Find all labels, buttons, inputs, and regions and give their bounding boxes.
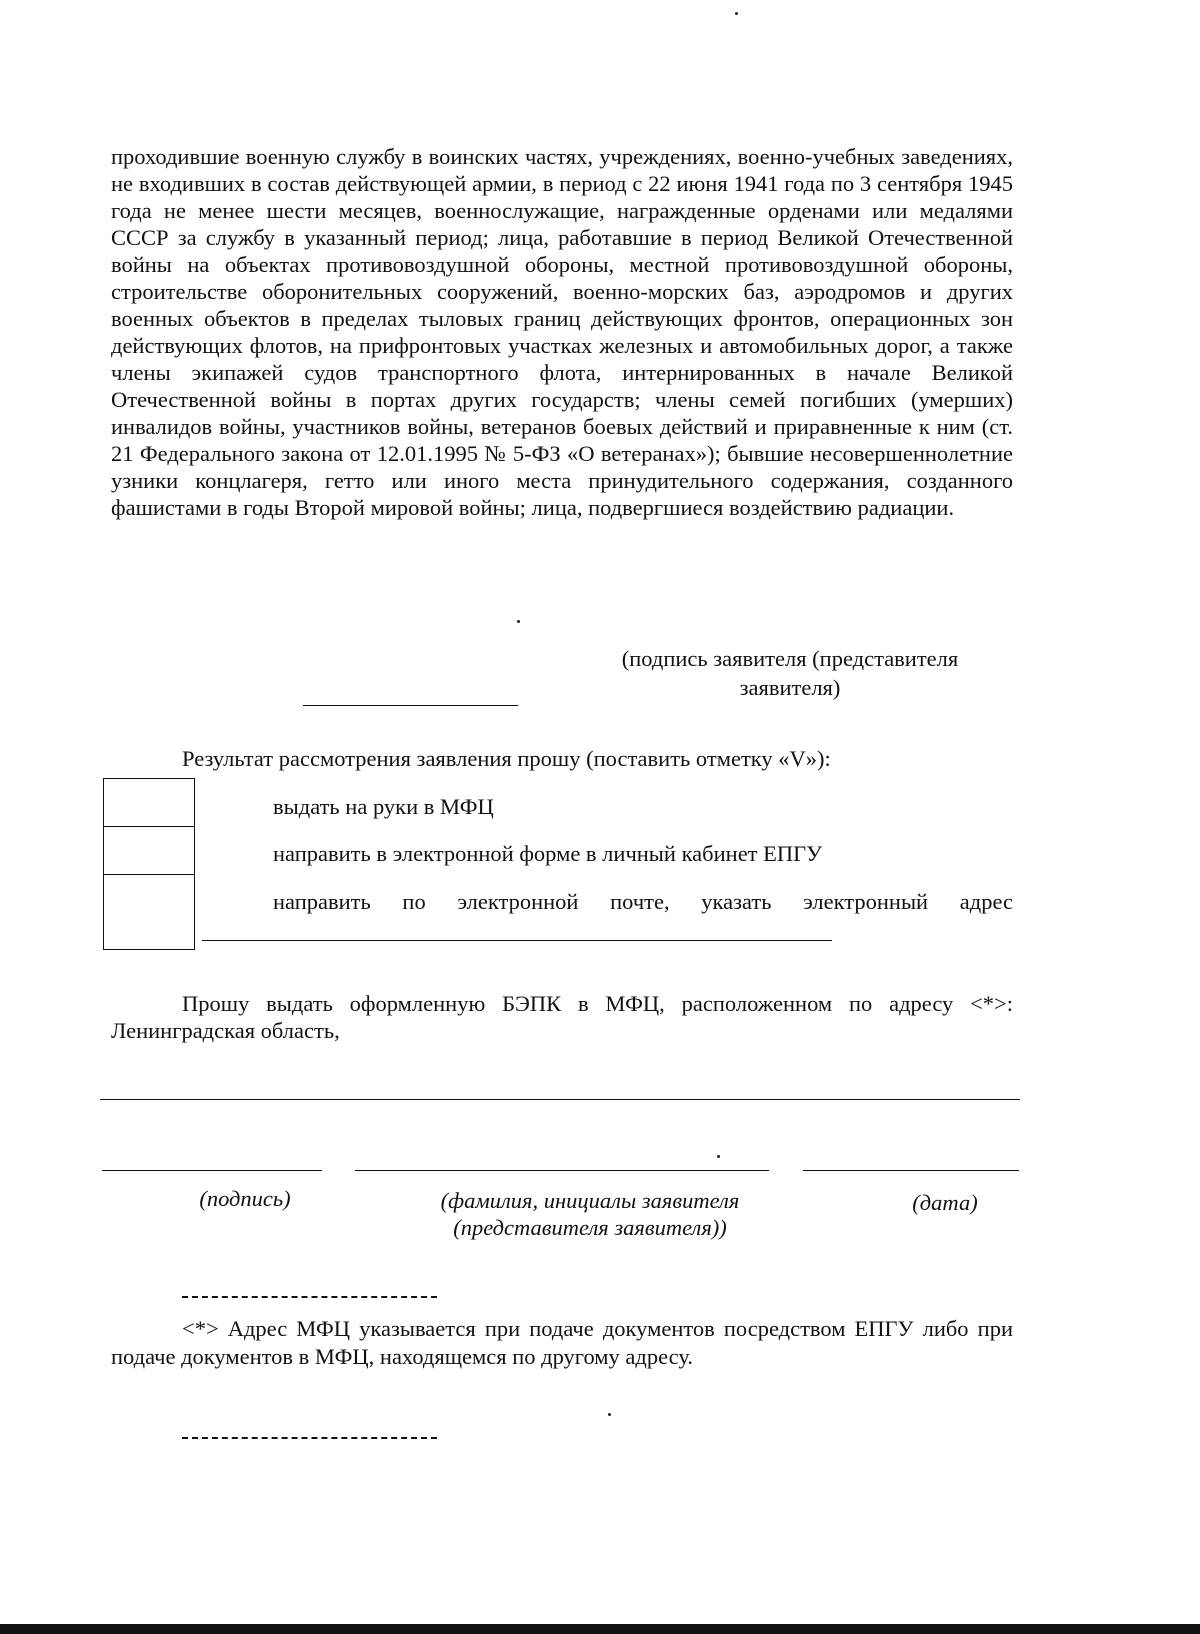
email-address-field[interactable] [202, 940, 832, 941]
eligibility-paragraph: проходившие военную службу в воинских частях, учреждениях, военно-учебных заведениях, не входивших в состав действующей армии, в период с 22 июня 1941 года по 3 сентября 1945 года не менее шести месяцев, военнослужащие, награжденные орденами или медалями СССР за службу в указанный период; лица, работавшие в период Великой Отечественной войны на объектах противовоздушной обороны, местной противовоздушной обороны, строительстве оборонительных сооружений, военно-морских баз, аэродромов и других военных объектов в пределах тыловых границ действующих фронтов, операционных зон действующих флотов, на прифронтовых участках железных и автомобильных дорог, а также члены экипажей судов транспортного флота, интернированных в начале Великой Отечественной войны в портах других государств; члены семей погибших (умерших) инвалидов войны, участников войны, ветеранов боевых действий и приравненные к ним (ст. 21 Федерального закона от 12.01.1995 № 5-ФЗ «О ветеранах»); бывшие несовершеннолетние узники концлагеря, гетто или иного места принудительного содержания, созданного фашистами в годы Второй мировой войны; лица, подвергшиеся воздействию радиации. [111, 144, 1013, 520]
footnote-separator [182, 1296, 437, 1298]
date-field[interactable] [803, 1170, 1019, 1171]
scan-bottom-edge [0, 1624, 1200, 1634]
name-initials-field[interactable] [355, 1170, 769, 1171]
signature-label: (подпись) [199, 1186, 291, 1211]
mfc-address-field[interactable] [100, 1099, 1020, 1100]
footnote: <*> Адрес МФЦ указывается при подаче документов посредством ЕПГУ либо при подаче документов в МФЦ, находящемся по другому адресу. [111, 1316, 1013, 1369]
applicant-signature-line[interactable] [303, 705, 518, 706]
checkbox-send-to-epgu[interactable] [103, 826, 195, 875]
checkbox-send-by-email[interactable] [103, 874, 195, 950]
option-send-by-email: направить по электронной почте, указать электронный адрес [273, 889, 1013, 914]
result-heading: Результат рассмотрения заявления прошу (поставить отметку «V»): [182, 746, 831, 771]
checkbox-issue-in-mfc[interactable] [103, 778, 195, 827]
name-initials-label: (фамилия, инициалы заявителя (представителя заявителя)) [440, 1188, 740, 1240]
scan-speck [517, 620, 520, 623]
scan-speck [717, 1155, 720, 1158]
scan-speck [735, 12, 738, 15]
scan-speck [608, 1413, 611, 1416]
option-send-to-epgu: направить в электронной форме в личный кабинет ЕПГУ [273, 841, 823, 866]
issue-request-paragraph: Прошу выдать оформленную БЭПК в МФЦ, расположенном по адресу <*>: Ленинградская область, [111, 991, 1013, 1043]
signature-field[interactable] [102, 1170, 322, 1171]
applicant-signature-caption: (подпись заявителя (представителя заявителя) [621, 646, 959, 700]
option-issue-in-mfc: выдать на руки в МФЦ [273, 794, 494, 819]
bottom-separator [182, 1437, 437, 1439]
date-label: (дата) [912, 1190, 978, 1215]
